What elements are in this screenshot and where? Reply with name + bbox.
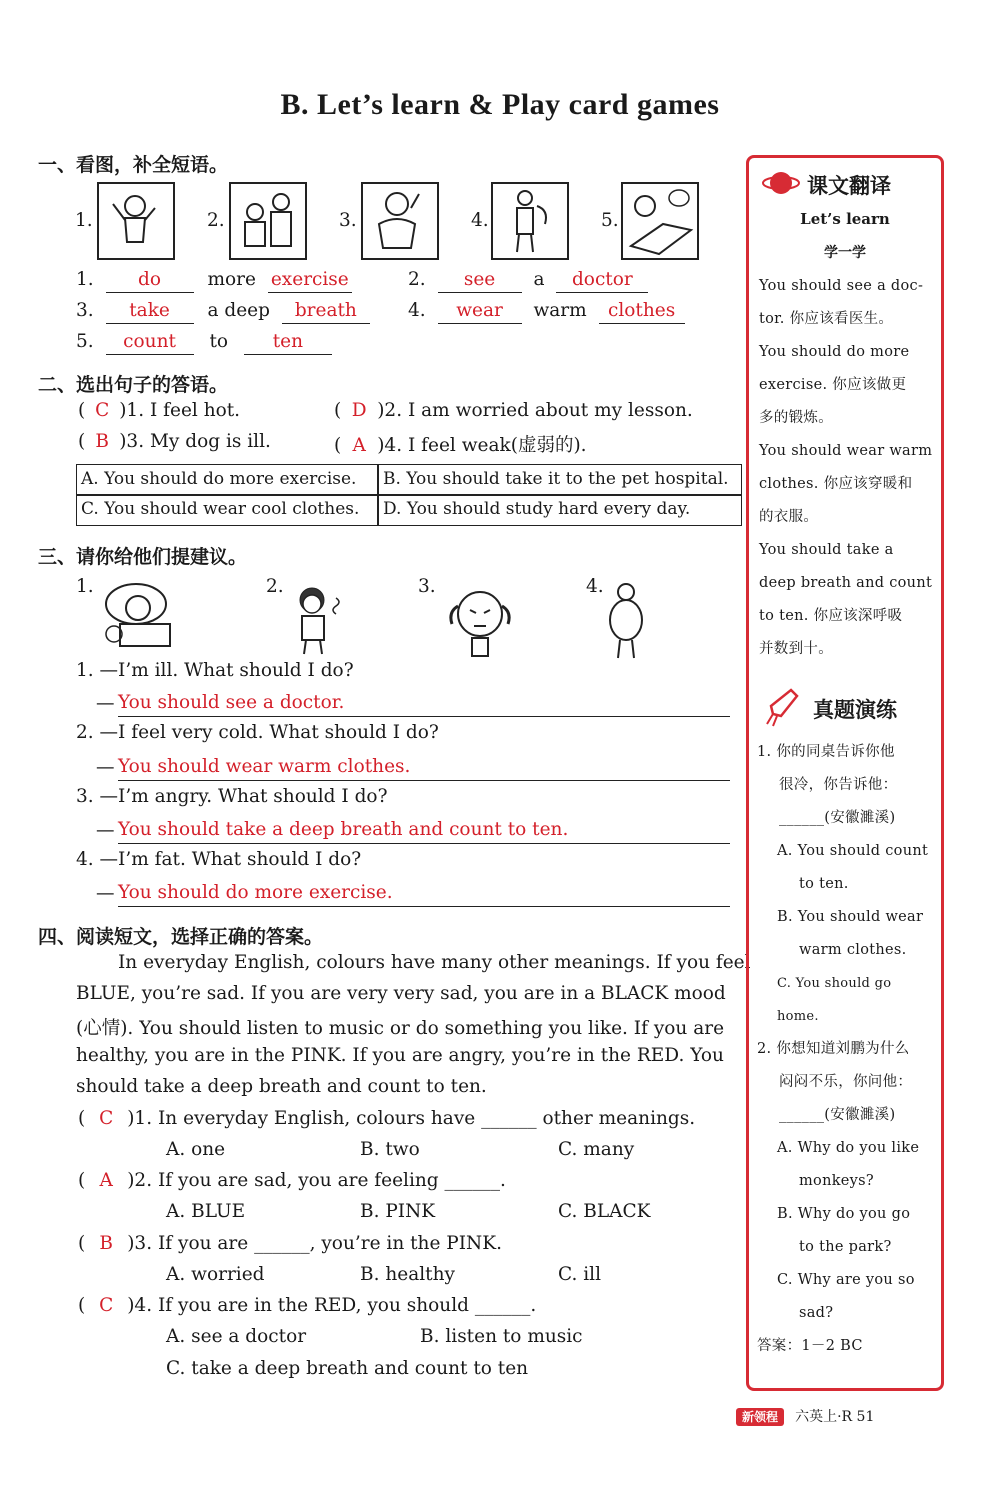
page-number: 六英上·R 51: [795, 1409, 875, 1425]
advice-answer-line-1: [118, 692, 730, 717]
picture-exercise: [97, 182, 175, 260]
advice-dash: —: [96, 757, 115, 778]
translation-text: [759, 270, 935, 666]
question-text: )1. In everyday English, colours have ______ other meanings.: [127, 1108, 696, 1129]
sidebar-heading-translation: 课文翻译: [807, 174, 891, 198]
advice-answer-4: You should do more exercise.: [118, 882, 393, 903]
picture-ill-child: [96, 580, 186, 654]
advice-question-3: 3. —I’m angry. What should I do?: [76, 786, 388, 807]
advice-dash: —: [96, 883, 115, 904]
passage-line: should take a deep breath and count to ten.: [76, 1076, 487, 1097]
advice-question-4: 4. —I’m fat. What should I do?: [76, 849, 362, 870]
advice-answer-2: You should wear warm clothes.: [118, 756, 411, 777]
pic-num: 1.: [75, 210, 93, 231]
option-d: D. You should study hard every day.: [383, 499, 691, 519]
text-line: You should wear warm: [759, 443, 933, 459]
answer-key: 答案：1－2 BC: [757, 1338, 863, 1354]
pic-num: 1.: [76, 576, 94, 597]
pic-num: 4.: [471, 210, 489, 231]
answer-letter: C: [95, 400, 110, 421]
text-line: You should do more: [759, 344, 910, 360]
text-line: C. You should go home.: [777, 976, 892, 1024]
answer-letter: A: [352, 435, 366, 456]
question-text: )4. I feel weak(虚弱的).: [377, 435, 587, 456]
question-text: )4. If you are in the RED, you should ______.: [127, 1295, 537, 1316]
phrase-word: a deep: [207, 300, 270, 321]
section-1-heading: 一、看图，补全短语。: [38, 154, 229, 176]
item-num: 2.: [408, 269, 426, 290]
text-line: B. You should wear: [777, 909, 924, 925]
option-c: C. You should wear cool clothes.: [81, 499, 360, 519]
reading-question-4: ( C )4. If you are in the RED, you should ______.: [78, 1295, 537, 1316]
answer-letter: C: [99, 1108, 114, 1129]
picture-clothes: [491, 182, 569, 260]
answer-blank: doctor: [556, 268, 648, 293]
phrase-word: warm: [533, 300, 587, 321]
question-text: )3. If you are ______, you’re in the PINK.: [127, 1233, 502, 1254]
answer-blank: clothes: [599, 299, 685, 324]
practice-text: [757, 736, 937, 1363]
options-box: [76, 464, 742, 526]
text-line: monkeys?: [799, 1173, 874, 1189]
answer-blank: take: [106, 299, 194, 324]
reading-question-1: ( C )1. In everyday English, colours have ______ other meanings.: [78, 1108, 696, 1129]
pic-num: 5.: [601, 210, 619, 231]
pic-num: 2.: [266, 576, 284, 597]
answer-blank: wear: [438, 299, 522, 324]
option-a: A. You should do more exercise.: [81, 469, 357, 489]
text-line: 2. 你想知道刘鹏为什么: [757, 1041, 910, 1057]
sidebar-heading-practice: 真题演练: [813, 698, 897, 722]
section-2-heading: 二、选出句子的答语。: [38, 374, 229, 396]
advice-answer-3: You should take a deep breath and count to ten.: [118, 819, 569, 840]
option: B. listen to music: [420, 1326, 583, 1347]
answer-letter: B: [99, 1233, 114, 1254]
advice-answer-line-4: [118, 882, 730, 907]
choice-item-4: ( A )4. I feel weak(虚弱的).: [334, 435, 587, 456]
option: A. see a doctor: [166, 1326, 307, 1347]
section-3-heading: 三、请你给他们提建议。: [38, 546, 248, 568]
text-line: sad?: [799, 1305, 834, 1321]
text-line: A. Why do you like: [777, 1140, 920, 1156]
picture-doctor: [229, 182, 307, 260]
question-text: )1. I feel hot.: [119, 400, 241, 421]
reading-question-2: ( A )2. If you are sad, you are feeling ______.: [78, 1170, 506, 1191]
section-1-pictures: [75, 182, 715, 262]
choice-item-1: ( C )1. I feel hot.: [78, 400, 241, 421]
sidebar-subheading-cn: 学一学: [824, 245, 866, 261]
text-line: C. Why are you so: [777, 1272, 915, 1288]
answer-blank: breath: [282, 299, 370, 324]
text-line: to ten.: [799, 876, 849, 892]
phrase-row-1: [76, 268, 352, 293]
advice-answer-line-2: [118, 756, 730, 781]
question-text: )2. I am worried about my lesson.: [377, 400, 693, 421]
picture-angry-child: [436, 576, 526, 660]
text-line: B. Why do you go: [777, 1206, 911, 1222]
phrase-row-5: [76, 330, 332, 355]
option: C. many: [558, 1139, 635, 1160]
item-num: 5.: [76, 331, 94, 352]
answer-blank: exercise: [268, 268, 352, 293]
picture-cold-child: [282, 578, 362, 658]
text-line: tor. 你应该看医生。: [759, 311, 894, 327]
answer-letter: D: [351, 400, 367, 421]
text-line: deep breath and count: [759, 575, 933, 591]
choice-item-3: ( B )3. My dog is ill.: [78, 431, 271, 452]
phrase-row-3: [76, 299, 370, 324]
passage-line: (心情). You should listen to music or do something you like. If you are: [76, 1018, 725, 1039]
answer-letter: C: [99, 1295, 114, 1316]
passage-line: healthy, you are in the PINK. If you are angry, you’re in the RED. You: [76, 1045, 724, 1066]
pic-num: 2.: [207, 210, 225, 231]
answer-blank: do: [106, 268, 194, 293]
footer: [736, 1406, 874, 1426]
option: B. PINK: [360, 1201, 436, 1222]
page-title: B. Let’s learn & Play card games: [280, 88, 720, 121]
item-num: 3.: [76, 300, 94, 321]
option: B. healthy: [360, 1264, 455, 1285]
text-line: exercise. 你应该做更: [759, 377, 907, 393]
picture-count: [621, 182, 699, 260]
item-num: 1.: [76, 269, 94, 290]
sidebar-subheading: Let’s learn: [800, 210, 890, 228]
phrase-word: more: [207, 269, 256, 290]
answer-blank: count: [106, 330, 194, 355]
choice-item-2: ( D )2. I am worried about my lesson.: [334, 400, 693, 421]
option: A. one: [166, 1139, 226, 1160]
text-line: ______(安徽濉溪): [779, 810, 896, 826]
question-text: )2. If you are sad, you are feeling ______.: [127, 1170, 506, 1191]
option: C. BLACK: [558, 1201, 651, 1222]
text-line: You should see a doc-: [759, 278, 924, 294]
text-line: warm clothes.: [799, 942, 907, 958]
section-4-heading: 四、阅读短文，选择正确的答案。: [38, 926, 324, 948]
item-num: 4.: [408, 300, 426, 321]
answer-letter: A: [99, 1170, 113, 1191]
advice-answer-line-3: [118, 819, 730, 844]
pic-num: 4.: [586, 576, 604, 597]
pic-num: 3.: [339, 210, 357, 231]
text-line: 1. 你的同桌告诉你他: [757, 744, 895, 760]
phrase-row-2: [408, 268, 648, 293]
option: B. two: [360, 1139, 420, 1160]
text-line: A. You should count: [777, 843, 929, 859]
option: C. ill: [558, 1264, 602, 1285]
planet-icon: [761, 166, 801, 200]
text-line: You should take a: [759, 542, 894, 558]
advice-answer-1: You should see a doctor.: [118, 692, 345, 713]
advice-dash: —: [96, 820, 115, 841]
phrase-row-4: [408, 299, 685, 324]
reading-question-3: ( B )3. If you are ______, you’re in the PINK.: [78, 1233, 502, 1254]
sidebar-panel: [746, 155, 944, 1391]
pic-num: 3.: [418, 576, 436, 597]
text-line: 闷闷不乐，你问他：: [779, 1074, 913, 1090]
advice-question-1: 1. —I’m ill. What should I do?: [76, 660, 354, 681]
option: C. take a deep breath and count to ten: [166, 1358, 529, 1379]
passage-line: In everyday English, colours have many other meanings. If you feel: [118, 952, 751, 973]
text-line: ______(安徽濉溪): [779, 1107, 896, 1123]
question-text: )3. My dog is ill.: [119, 431, 271, 452]
advice-question-2: 2. —I feel very cold. What should I do?: [76, 722, 439, 743]
text-line: clothes. 你应该穿暖和: [759, 476, 913, 492]
advice-dash: —: [96, 693, 115, 714]
option: A. BLUE: [166, 1201, 246, 1222]
text-line: 的衣服。: [759, 509, 819, 525]
text-line: to the park?: [799, 1239, 892, 1255]
rocket-icon: [763, 686, 803, 728]
text-line: to ten. 你应该深呼吸: [759, 608, 903, 624]
publisher-badge: 新领程: [736, 1408, 784, 1426]
option: A. worried: [166, 1264, 265, 1285]
answer-blank: see: [438, 268, 522, 293]
text-line: 并数到十。: [759, 641, 833, 657]
passage-line: BLUE, you’re sad. If you are very very sad, you are in a BLACK mood: [76, 983, 726, 1004]
answer-blank: ten: [244, 330, 332, 355]
phrase-word: a: [533, 269, 545, 290]
phrase-word: to: [209, 331, 229, 352]
option-b: B. You should take it to the pet hospital.: [383, 469, 729, 489]
text-line: 多的锻炼。: [759, 410, 833, 426]
text-line: 很冷，你告诉他：: [779, 777, 898, 793]
answer-letter: B: [95, 431, 110, 452]
picture-fat-child: [602, 578, 652, 660]
picture-breath: [361, 182, 439, 260]
